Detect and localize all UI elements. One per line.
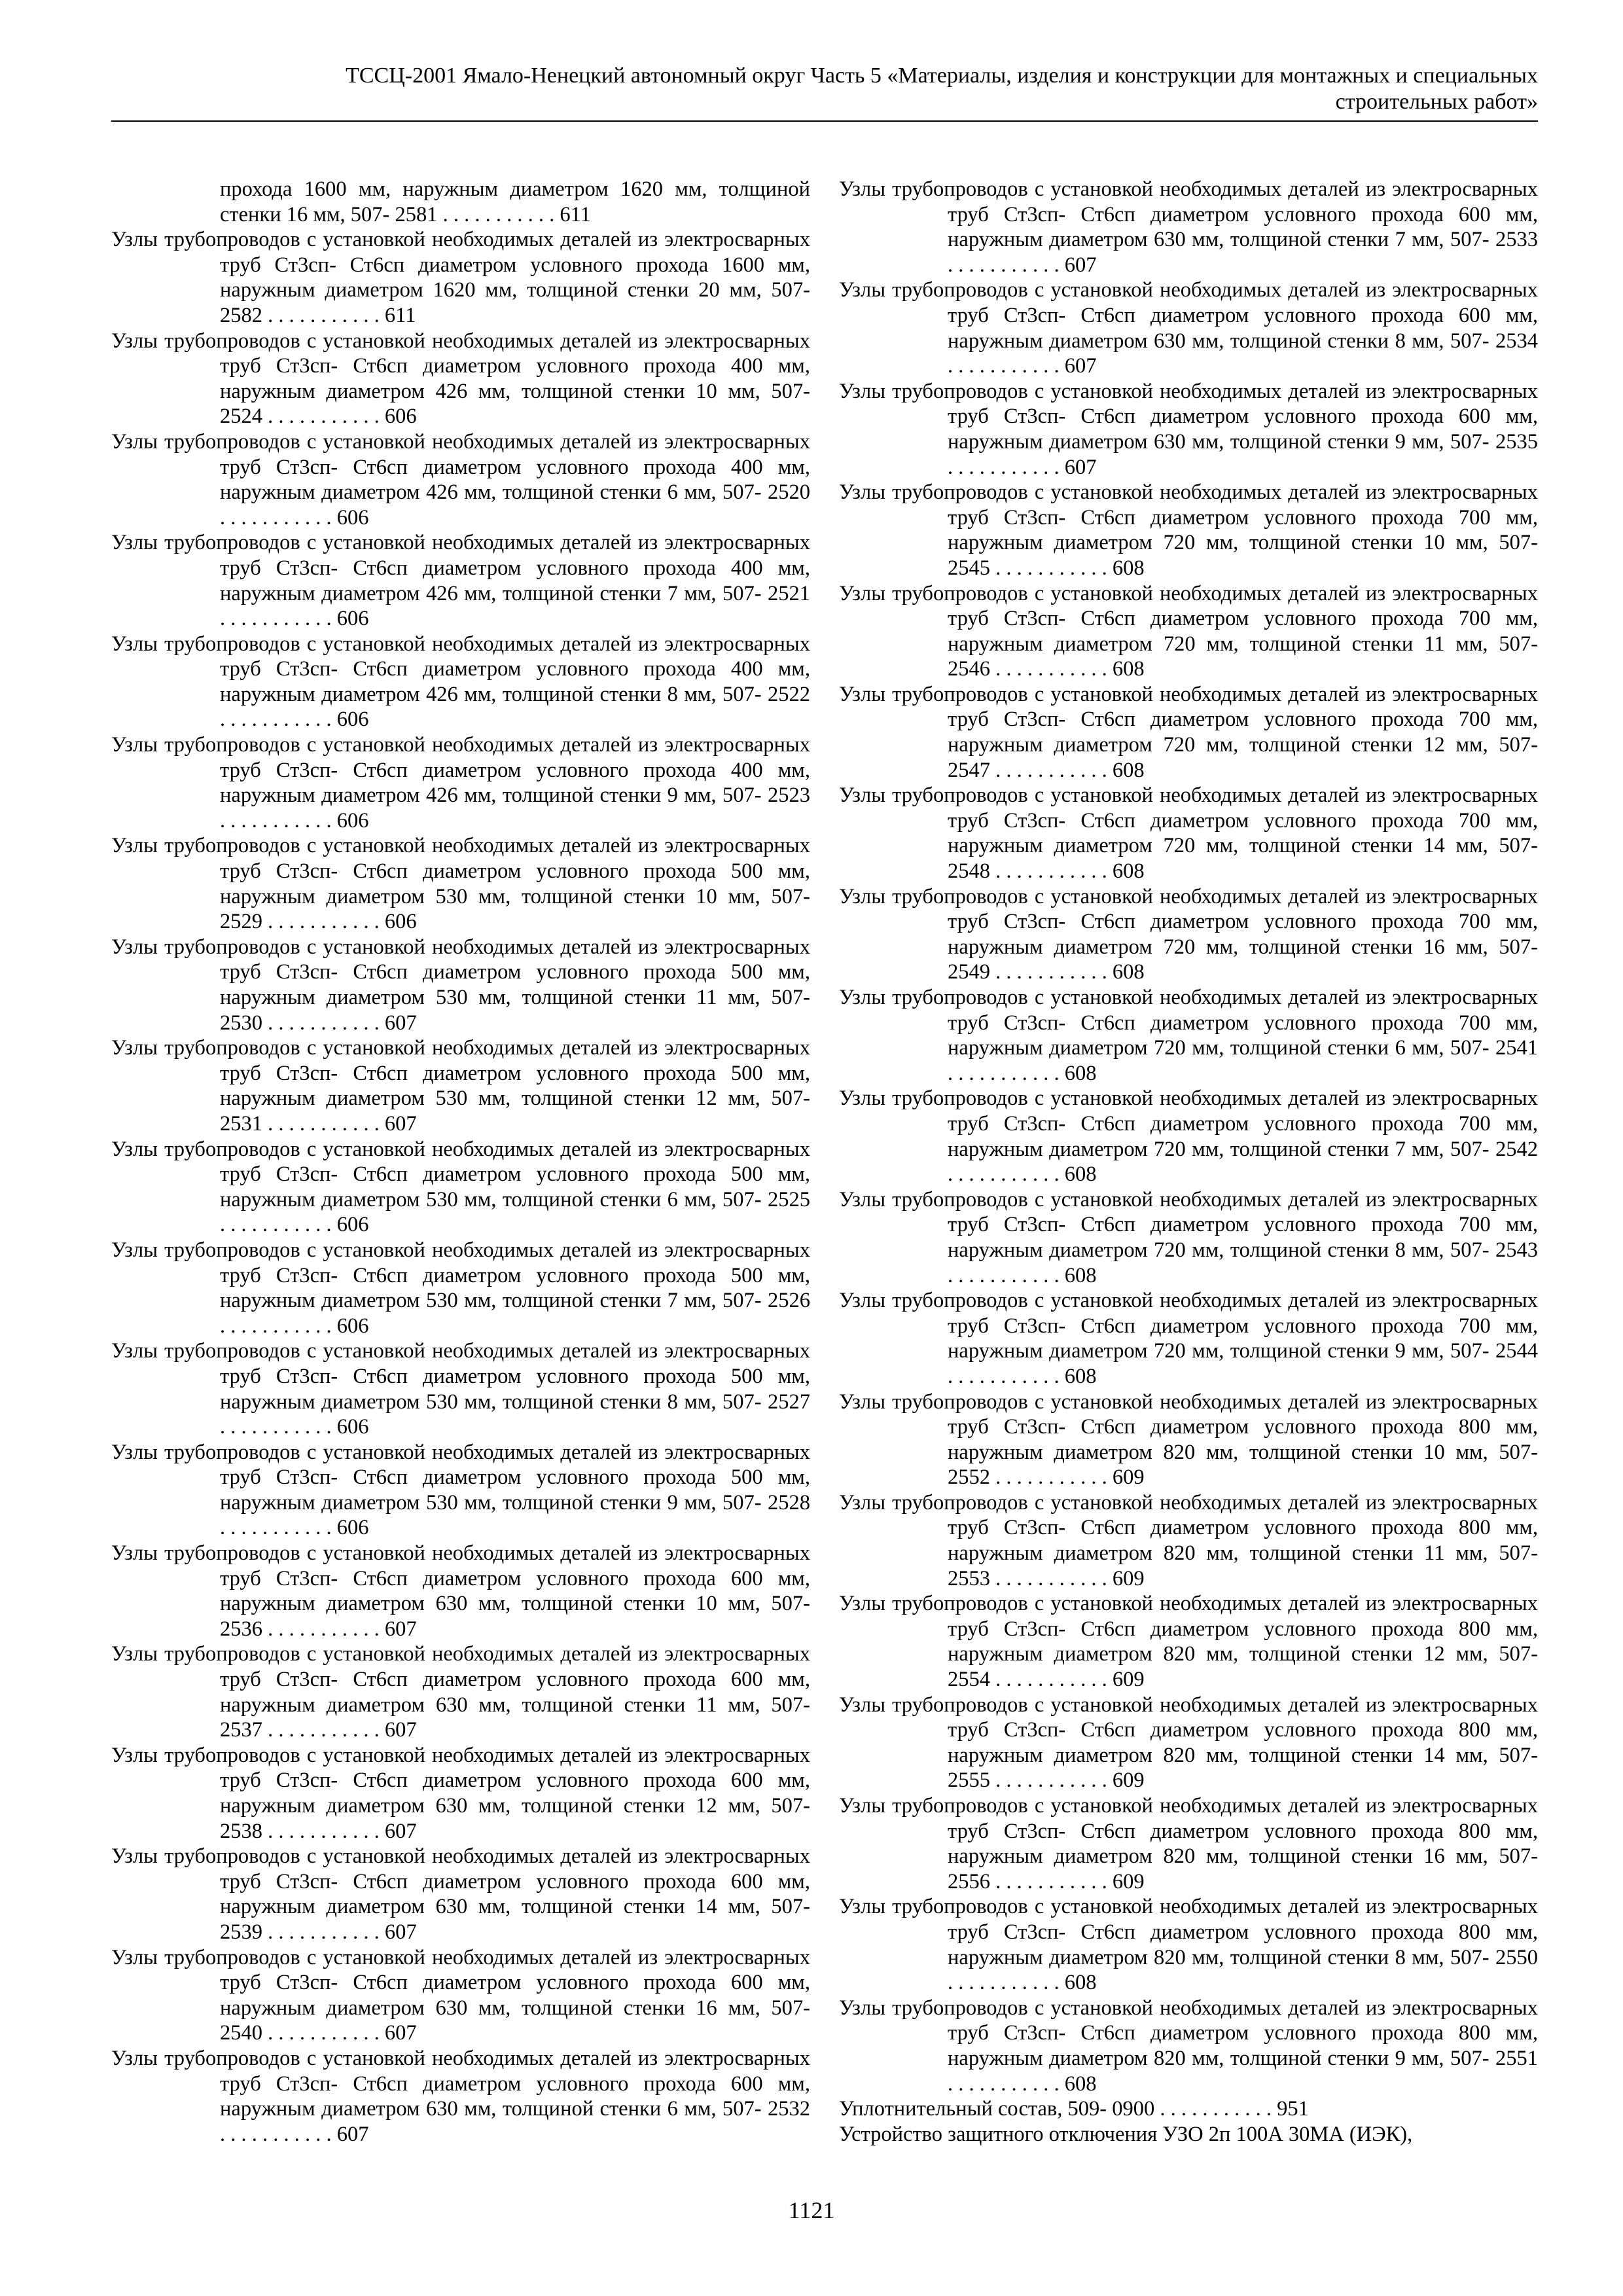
page-reference: 607	[336, 2122, 369, 2146]
page-reference: 606	[336, 708, 369, 732]
page-reference: 608	[1112, 960, 1145, 984]
leader-dots: . . . . . . . . . . .	[220, 607, 337, 631]
index-entry-text: Узлы трубопроводов с установкой необходимых деталей из электросварных труб Ст3сп- Ст6сп диаметром условного прохода 700 мм, наружным диаметром 720 мм, толщиной стенки 7 мм, 507- 2542	[839, 1086, 1538, 1161]
header-rule	[111, 120, 1538, 122]
index-entry-text: Узлы трубопроводов с установкой необходимых деталей из электросварных труб Ст3сп- Ст6сп диаметром условного прохода 500 мм, наружным диаметром 530 мм, толщиной стенки 8 мм, 507- 2527	[111, 1339, 810, 1414]
index-entry	[111, 632, 810, 732]
leader-dots: . . . . . . . . . . .	[990, 657, 1113, 681]
index-entry-text: Устройство защитного отключения УЗО 2п 100А 30МА (ИЭК),	[839, 2122, 1413, 2146]
page-reference: 608	[1112, 556, 1145, 580]
index-entry-text: Узлы трубопроводов с установкой необходимых деталей из электросварных труб Ст3сп- Ст6сп диаметром условного прохода 600 мм, наружным диаметром 630 мм, толщиной стенки 14 мм, 507- 2539	[111, 1844, 810, 1944]
index-entry-text: Узлы трубопроводов с установкой необходимых деталей из электросварных труб Ст3сп- Ст6сп диаметром условного прохода 700 мм, наружным диаметром 720 мм, толщиной стенки 9 мм, 507- 2544	[839, 1289, 1538, 1363]
index-entry	[111, 732, 810, 833]
leader-dots: . . . . . . . . . . .	[262, 1011, 385, 1035]
page-reference: 609	[1112, 1465, 1145, 1490]
index-entry	[111, 1844, 810, 1945]
index-entry	[111, 227, 810, 328]
index-entry	[839, 985, 1538, 1086]
leader-dots: . . . . . . . . . . .	[948, 2072, 1065, 2096]
index-entry	[111, 1641, 810, 1742]
leader-dots: . . . . . . . . . . .	[948, 253, 1065, 277]
index-entry	[111, 177, 810, 227]
index-entry	[839, 1490, 1538, 1591]
page-reference: 607	[384, 1718, 417, 1742]
leader-dots: . . . . . . . . . . .	[437, 202, 560, 226]
leader-dots: . . . . . . . . . . .	[262, 1920, 385, 1944]
leader-dots: . . . . . . . . . . .	[262, 303, 385, 327]
index-entry	[111, 530, 810, 631]
index-entry	[839, 2122, 1538, 2147]
index-entry-text: Узлы трубопроводов с установкой необходимых деталей из электросварных труб Ст3сп- Ст6сп диаметром условного прохода 500 мм, наружным диаметром 530 мм, толщиной стенки 7 мм, 507- 2526	[111, 1238, 810, 1313]
index-entry-text: Узлы трубопроводов с установкой необходимых деталей из электросварных труб Ст3сп- Ст6сп диаметром условного прохода 400 мм, наружным диаметром 426 мм, толщиной стенки 8 мм, 507- 2522	[111, 632, 810, 706]
index-entry-text: Узлы трубопроводов с установкой необходимых деталей из электросварных труб Ст3сп- Ст6сп диаметром условного прохода 1600 мм, наружным диаметром 1620 мм, толщиной стенки 20 мм, 507- 2582	[111, 228, 810, 327]
index-column-left	[111, 177, 810, 2147]
page-reference: 607	[384, 1111, 417, 1136]
index-entry	[839, 1390, 1538, 1490]
index-entry-text: Узлы трубопроводов с установкой необходимых деталей из электросварных труб Ст3сп- Ст6сп диаметром условного прохода 500 мм, наружным диаметром 530 мм, толщиной стенки 12 мм, 507- 2531	[111, 1036, 810, 1136]
page-reference: 607	[1064, 455, 1097, 479]
page-reference: 607	[384, 1920, 417, 1944]
page-reference: 607	[384, 1617, 417, 1641]
index-entry-text: прохода 1600 мм, наружным диаметром 1620 мм, толщиной стенки 16 мм, 507- 2581	[220, 177, 810, 226]
index-entry-text: Узлы трубопроводов с установкой необходимых деталей из электросварных труб Ст3сп- Ст6сп диаметром условного прохода 500 мм, наружным диаметром 530 мм, толщиной стенки 11 мм, 507- 2530	[111, 935, 810, 1035]
index-entry-text: Узлы трубопроводов с установкой необходимых деталей из электросварных труб Ст3сп- Ст6сп диаметром условного прохода 700 мм, наружным диаметром 720 мм, толщиной стенки 8 мм, 507- 2543	[839, 1187, 1538, 1262]
index-entry-text: Узлы трубопроводов с установкой необходимых деталей из электросварных труб Ст3сп- Ст6сп диаметром условного прохода 600 мм, наружным диаметром 630 мм, толщиной стенки 8 мм, 507- 2534	[839, 278, 1538, 353]
leader-dots: . . . . . . . . . . .	[262, 1617, 385, 1641]
leader-dots: . . . . . . . . . . .	[262, 1718, 385, 1742]
index-entry-text: Узлы трубопроводов с установкой необходимых деталей из электросварных труб Ст3сп- Ст6сп диаметром условного прохода 800 мм, наружным диаметром 820 мм, толщиной стенки 16 мм, 507- 2556	[839, 1794, 1538, 1893]
page-reference: 611	[560, 202, 591, 226]
leader-dots: . . . . . . . . . . .	[220, 1516, 337, 1540]
leader-dots: . . . . . . . . . . .	[948, 1061, 1065, 1085]
index-entry	[839, 177, 1538, 278]
page-reference: 606	[336, 1213, 369, 1237]
page-reference: 607	[1064, 253, 1097, 277]
index-entry-text: Узлы трубопроводов с установкой необходимых деталей из электросварных труб Ст3сп- Ст6сп диаметром условного прохода 400 мм, наружным диаметром 426 мм, толщиной стенки 6 мм, 507- 2520	[111, 429, 810, 505]
index-entry	[839, 1591, 1538, 1692]
index-entry	[111, 1541, 810, 1641]
index-entry	[111, 1945, 810, 2046]
leader-dots: . . . . . . . . . . .	[948, 354, 1065, 378]
index-entry-text: Узлы трубопроводов с установкой необходимых деталей из электросварных труб Ст3сп- Ст6сп диаметром условного прохода 800 мм, наружным диаметром 820 мм, толщиной стенки 14 мм, 507- 2555	[839, 1693, 1538, 1793]
page-reference: 609	[1112, 1566, 1145, 1590]
index-entry-text: Узлы трубопроводов с установкой необходимых деталей из электросварных труб Ст3сп- Ст6сп диаметром условного прохода 500 мм, наружным диаметром 530 мм, толщиной стенки 6 мм, 507- 2525	[111, 1137, 810, 1211]
page-reference: 606	[336, 607, 369, 631]
index-entry-text: Узлы трубопроводов с установкой необходимых деталей из электросварных труб Ст3сп- Ст6сп диаметром условного прохода 700 мм, наружным диаметром 720 мм, толщиной стенки 14 мм, 507- 2548	[839, 783, 1538, 884]
index-entry-text: Узлы трубопроводов с установкой необходимых деталей из электросварных труб Ст3сп- Ст6сп диаметром условного прохода 800 мм, наружным диаметром 820 мм, толщиной стенки 11 мм, 507- 2553	[839, 1490, 1538, 1590]
index-entry-text: Узлы трубопроводов с установкой необходимых деталей из электросварных труб Ст3сп- Ст6сп диаметром условного прохода 700 мм, наружным диаметром 720 мм, толщиной стенки 10 мм, 507- 2545	[839, 480, 1538, 580]
index-entry	[111, 833, 810, 934]
index-entry-text: Узлы трубопроводов с установкой необходимых деталей из электросварных труб Ст3сп- Ст6сп диаметром условного прохода 400 мм, наружным диаметром 426 мм, толщиной стенки 7 мм, 507- 2521	[111, 531, 810, 605]
page-reference: 606	[336, 1516, 369, 1540]
index-entry	[839, 278, 1538, 378]
page-reference: 607	[384, 1011, 417, 1035]
page-reference: 608	[1064, 1263, 1097, 1287]
leader-dots: . . . . . . . . . . .	[990, 960, 1113, 984]
leader-dots: . . . . . . . . . . .	[220, 505, 337, 529]
page-reference: 609	[1112, 1668, 1145, 1692]
running-header	[111, 63, 1538, 115]
leader-dots: . . . . . . . . . . .	[948, 1364, 1065, 1388]
index-entry	[839, 1187, 1538, 1288]
page-reference: 608	[1064, 1364, 1097, 1388]
leader-dots: . . . . . . . . . . .	[262, 1111, 385, 1136]
page-reference: 609	[1112, 1869, 1145, 1893]
index-entry-text: Узлы трубопроводов с установкой необходимых деталей из электросварных труб Ст3сп- Ст6сп диаметром условного прохода 500 мм, наружным диаметром 530 мм, толщиной стенки 9 мм, 507- 2528	[111, 1440, 810, 1515]
page-reference: 608	[1064, 1162, 1097, 1187]
page-reference: 608	[1112, 859, 1145, 884]
page-reference: 608	[1064, 1971, 1097, 1995]
leader-dots: . . . . . . . . . . .	[948, 455, 1065, 479]
index-entry	[839, 1996, 1538, 2096]
leader-dots: . . . . . . . . . . .	[990, 1869, 1113, 1893]
index-entry-text: Узлы трубопроводов с установкой необходимых деталей из электросварных труб Ст3сп- Ст6сп диаметром условного прохода 500 мм, наружным диаметром 530 мм, толщиной стенки 10 мм, 507- 2529	[111, 834, 810, 934]
leader-dots: . . . . . . . . . . .	[220, 2122, 337, 2146]
page-reference: 606	[384, 910, 417, 934]
index-entry	[839, 480, 1538, 581]
index-entry-text: Узлы трубопроводов с установкой необходимых деталей из электросварных труб Ст3сп- Ст6сп диаметром условного прохода 800 мм, наружным диаметром 820 мм, толщиной стенки 8 мм, 507- 2550	[839, 1895, 1538, 1969]
leader-dots: . . . . . . . . . . .	[948, 1162, 1065, 1187]
index-column-right	[839, 177, 1538, 2147]
index-entry-text: Уплотнительный состав, 509- 0900	[839, 2097, 1155, 2121]
index-entry	[111, 1137, 810, 1238]
index-entry-text: Узлы трубопроводов с установкой необходимых деталей из электросварных труб Ст3сп- Ст6сп диаметром условного прохода 700 мм, наружным диаметром 720 мм, толщиной стенки 12 мм, 507- 2547	[839, 682, 1538, 782]
page-reference: 607	[384, 1819, 417, 1843]
leader-dots: . . . . . . . . . . .	[990, 1668, 1113, 1692]
index-entry-text: Узлы трубопроводов с установкой необходимых деталей из электросварных труб Ст3сп- Ст6сп диаметром условного прохода 600 мм, наружным диаметром 630 мм, толщиной стенки 16 мм, 507- 2540	[111, 1945, 810, 2045]
index-entry	[839, 1086, 1538, 1187]
leader-dots: . . . . . . . . . . .	[990, 859, 1113, 884]
leader-dots: . . . . . . . . . . .	[220, 708, 337, 732]
index-entry-text: Узлы трубопроводов с установкой необходимых деталей из электросварных труб Ст3сп- Ст6сп диаметром условного прохода 600 мм, наружным диаметром 630 мм, толщиной стенки 11 мм, 507- 2537	[111, 1642, 810, 1742]
index-entry	[111, 2046, 810, 2147]
index-entry-text: Узлы трубопроводов с установкой необходимых деталей из электросварных труб Ст3сп- Ст6сп диаметром условного прохода 700 мм, наружным диаметром 720 мм, толщиной стенки 11 мм, 507- 2546	[839, 581, 1538, 681]
index-entry	[111, 429, 810, 530]
page-number: 1121	[788, 2197, 835, 2223]
leader-dots: . . . . . . . . . . .	[948, 1263, 1065, 1287]
leader-dots: . . . . . . . . . . .	[1154, 2097, 1277, 2121]
index-entry-text: Узлы трубопроводов с установкой необходимых деталей из электросварных труб Ст3сп- Ст6сп диаметром условного прохода 800 мм, наружным диаметром 820 мм, толщиной стенки 12 мм, 507- 2554	[839, 1592, 1538, 1692]
leader-dots: . . . . . . . . . . .	[262, 910, 385, 934]
index-entry-text: Узлы трубопроводов с установкой необходимых деталей из электросварных труб Ст3сп- Ст6сп диаметром условного прохода 600 мм, наружным диаметром 630 мм, толщиной стенки 9 мм, 507- 2535	[839, 379, 1538, 454]
index-entry	[839, 884, 1538, 985]
index-entry-text: Узлы трубопроводов с установкой необходимых деталей из электросварных труб Ст3сп- Ст6сп диаметром условного прохода 600 мм, наружным диаметром 630 мм, толщиной стенки 6 мм, 507- 2532	[111, 2046, 810, 2121]
page-reference: 606	[336, 505, 369, 529]
page-reference: 611	[384, 303, 416, 327]
leader-dots: . . . . . . . . . . .	[990, 1768, 1113, 1793]
index-entry-text: Узлы трубопроводов с установкой необходимых деталей из электросварных труб Ст3сп- Ст6сп диаметром условного прохода 600 мм, наружным диаметром 630 мм, толщиной стенки 12 мм, 507- 2538	[111, 1743, 810, 1843]
page-reference: 607	[1064, 354, 1097, 378]
index-entry-text: Узлы трубопроводов с установкой необходимых деталей из электросварных труб Ст3сп- Ст6сп диаметром условного прохода 400 мм, наружным диаметром 426 мм, толщиной стенки 9 мм, 507- 2523	[111, 733, 810, 808]
page-reference: 606	[336, 1314, 369, 1338]
page-reference: 606	[336, 1415, 369, 1439]
leader-dots: . . . . . . . . . . .	[262, 2021, 385, 2045]
page-reference: 608	[1112, 657, 1145, 681]
index-entry-text: Узлы трубопроводов с установкой необходимых деталей из электросварных труб Ст3сп- Ст6сп диаметром условного прохода 600 мм, наружным диаметром 630 мм, толщиной стенки 10 мм, 507- 2536	[111, 1541, 810, 1641]
page-reference: 608	[1112, 758, 1145, 782]
index-entry	[111, 935, 810, 1035]
index-entry	[111, 329, 810, 429]
leader-dots: . . . . . . . . . . .	[262, 1819, 385, 1843]
leader-dots: . . . . . . . . . . .	[990, 758, 1113, 782]
index-entry	[839, 1693, 1538, 1793]
index-entry	[111, 1440, 810, 1541]
index-entry	[839, 1894, 1538, 1995]
leader-dots: . . . . . . . . . . .	[948, 1971, 1065, 1995]
leader-dots: . . . . . . . . . . .	[990, 556, 1113, 580]
index-entry	[839, 581, 1538, 682]
page-reference: 606	[336, 808, 369, 833]
index-entry	[839, 682, 1538, 783]
page-reference: 609	[1112, 1768, 1145, 1793]
leader-dots: . . . . . . . . . . .	[990, 1465, 1113, 1490]
index-entry	[111, 1238, 810, 1338]
index-entry-text: Узлы трубопроводов с установкой необходимых деталей из электросварных труб Ст3сп- Ст6сп диаметром условного прохода 700 мм, наружным диаметром 720 мм, толщиной стенки 16 мм, 507- 2549	[839, 884, 1538, 984]
page-reference: 951	[1277, 2097, 1309, 2121]
index-entry	[839, 783, 1538, 884]
leader-dots: . . . . . . . . . . .	[220, 1213, 337, 1237]
index-entry	[111, 1743, 810, 1844]
index-entry	[111, 1338, 810, 1439]
leader-dots: . . . . . . . . . . .	[990, 1566, 1113, 1590]
index-entry-text: Узлы трубопроводов с установкой необходимых деталей из электросварных труб Ст3сп- Ст6сп диаметром условного прохода 400 мм, наружным диаметром 426 мм, толщиной стенки 10 мм, 507- 2524	[111, 329, 810, 429]
index-entry	[839, 1288, 1538, 1389]
page-reference: 608	[1064, 1061, 1097, 1085]
running-header-line-2: строительных работ»	[1335, 90, 1538, 114]
page-reference: 608	[1064, 2072, 1097, 2096]
index-entry-text: Узлы трубопроводов с установкой необходимых деталей из электросварных труб Ст3сп- Ст6сп диаметром условного прохода 800 мм, наружным диаметром 820 мм, толщиной стенки 10 мм, 507- 2552	[839, 1390, 1538, 1490]
page-reference: 607	[384, 2021, 417, 2045]
running-header-line-1: ТССЦ-2001 Ямало-Ненецкий автономный округ Часть 5 «Материалы, изделия и конструкции для монтажных и специальных	[346, 63, 1538, 88]
index-entry-text: Узлы трубопроводов с установкой необходимых деталей из электросварных труб Ст3сп- Ст6сп диаметром условного прохода 700 мм, наружным диаметром 720 мм, толщиной стенки 6 мм, 507- 2541	[839, 986, 1538, 1060]
index-entry-text: Узлы трубопроводов с установкой необходимых деталей из электросварных труб Ст3сп- Ст6сп диаметром условного прохода 600 мм, наружным диаметром 630 мм, толщиной стенки 7 мм, 507- 2533	[839, 177, 1538, 252]
index-entry-text: Узлы трубопроводов с установкой необходимых деталей из электросварных труб Ст3сп- Ст6сп диаметром условного прохода 800 мм, наружным диаметром 820 мм, толщиной стенки 9 мм, 507- 2551	[839, 1996, 1538, 2070]
leader-dots: . . . . . . . . . . .	[262, 404, 385, 429]
index-entry	[839, 2096, 1538, 2122]
index-entry	[111, 1035, 810, 1136]
leader-dots: . . . . . . . . . . .	[220, 808, 337, 833]
leader-dots: . . . . . . . . . . .	[220, 1415, 337, 1439]
leader-dots: . . . . . . . . . . .	[220, 1314, 337, 1338]
page-reference: 606	[384, 404, 417, 429]
index-entry	[839, 1793, 1538, 1894]
index-entry	[839, 379, 1538, 480]
